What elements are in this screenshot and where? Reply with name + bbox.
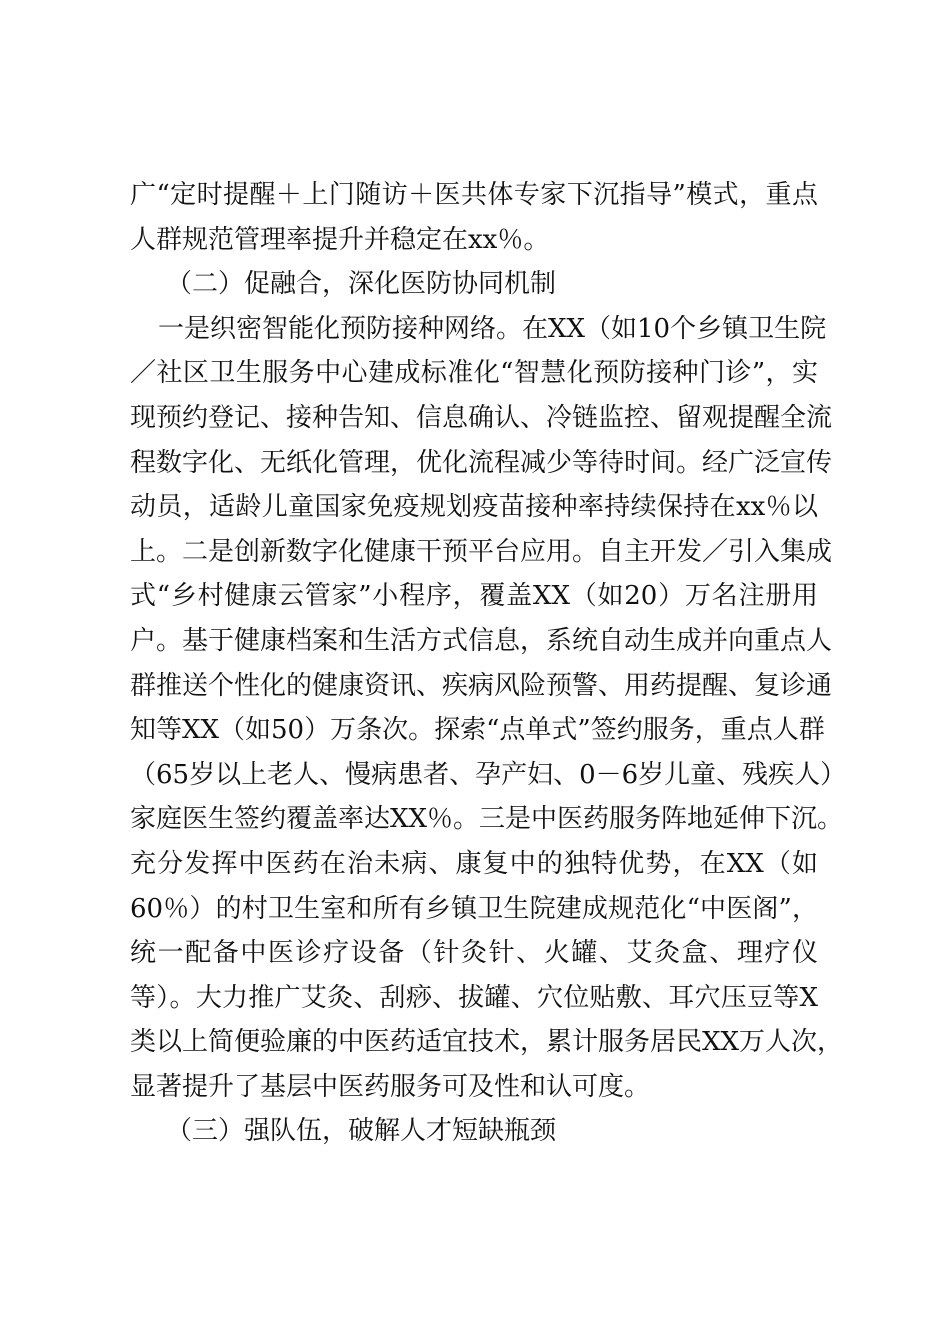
section-heading: （二）促融合，深化医防协同机制 [166, 269, 557, 300]
paragraph-line: ／社区卫生服务中心建成标准化“智慧化预防接种门诊”，实 [130, 358, 818, 389]
document-page [130, 173, 847, 1154]
paragraph-line: 一是织密智能化预防接种网络。在XX（如10个乡镇卫生院 [158, 313, 827, 344]
paragraph-line: 家庭医生签约覆盖率达XX％。三是中医药服务阵地延伸下沉。 [130, 804, 844, 835]
section-heading: （三）强队伍，破解人才短缺瓶颈 [166, 1116, 557, 1147]
paragraph-line: 上。二是创新数字化健康干预平台应用。自主开发／引入集成 [130, 536, 833, 567]
paragraph-line: 60％）的村卫生室和所有乡镇卫生院建成规范化“中医阁”， [130, 893, 818, 924]
paragraph-line: 群推送个性化的健康资讯、疾病风险预警、用药提醒、复诊通 [130, 670, 833, 701]
paragraph-line: 类以上简便验廉的中医药适宜技术，累计服务居民XX万人次， [130, 1027, 844, 1058]
paragraph-line: 人群规范管理率提升并稳定在xx％。 [130, 224, 550, 255]
paragraph-line: 户。基于健康档案和生活方式信息，系统自动生成并向重点人 [130, 625, 833, 656]
paragraph-line: 广“定时提醒＋上门随访＋医共体专家下沉指导”模式，重点 [130, 180, 818, 210]
paragraph-line: 等）。大力推广艾灸、刮痧、拔罐、穴位贴敷、耳穴压豆等X [130, 982, 818, 1013]
paragraph-line: 充分发挥中医药在治未病、康复中的独特优势，在XX（如 [130, 848, 818, 879]
paragraph-line: （65岁以上老人、慢病患者、孕产妇、0－6岁儿童、残疾人） [130, 759, 847, 790]
paragraph-line: 动员，适龄儿童国家免疫规划疫苗接种率持续保持在xx％以 [130, 492, 818, 523]
paragraph-line: 程数字化、无纸化管理，优化流程减少等待时间。经广泛宣传 [130, 447, 833, 478]
paragraph-line: 式“乡村健康云管家”小程序，覆盖XX（如20）万名注册用 [130, 581, 818, 612]
paragraph-line: 知等XX（如50）万条次。探索“点单式”签约服务，重点人群 [130, 715, 825, 746]
paragraph-line: 显著提升了基层中医药服务可及性和认可度。 [130, 1071, 651, 1102]
paragraph-line: 统一配备中医诊疗设备（针灸针、火罐、艾灸盒、理疗仪 [130, 938, 818, 969]
paragraph-line: 现预约登记、接种告知、信息确认、冷链监控、留观提醒全流 [130, 402, 833, 433]
